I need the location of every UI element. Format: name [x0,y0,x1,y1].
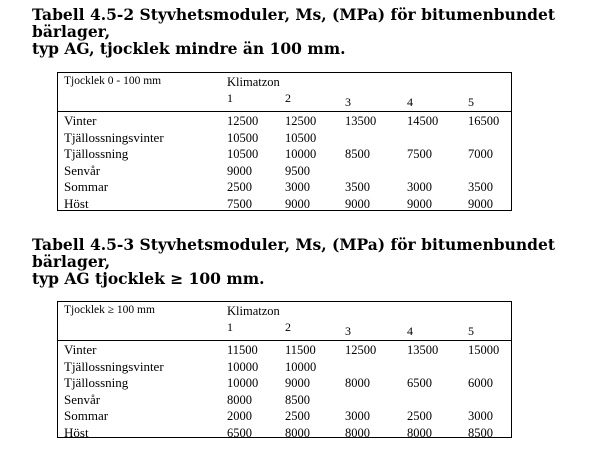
table-cell: 8000 [345,425,370,440]
table2-body [58,341,511,441]
table-row [58,146,511,163]
table-cell: 8000 [227,392,252,407]
table-row [58,359,511,376]
row-label: Sommar [64,179,109,194]
row-label: Senvår [64,391,101,407]
table-cell: 11500 [285,343,316,357]
table-cell: 10500 [285,130,317,145]
table-cell: 6500 [227,425,252,440]
table-cell: 10000 [227,359,259,374]
table1-zone-number: 5 [468,95,474,109]
table-row [58,130,511,147]
table-cell: 9000 [285,376,310,390]
table2-title-line: Tabell 4.5-3 Styvhetsmoduler, Ms, (MPa) för bitumenbundet [32,235,556,254]
table-row [58,408,511,425]
table-row [58,163,511,180]
table-cell: 10500 [227,130,259,145]
table-cell: 3000 [468,409,493,423]
table1-title-line: Tabell 4.5-2 Styvhetsmoduler, Ms, (MPa) för bitumenbundet [32,5,556,24]
table-cell: 8000 [407,425,432,440]
table-cell: 3000 [285,180,310,194]
table-cell: 8500 [468,425,493,440]
row-label: Tjällossning [64,146,129,161]
table1-zone-number: 1 [227,91,233,105]
table-cell: 13500 [407,343,439,357]
table-cell: 12500 [285,114,317,128]
table1-title-line: typ AG, tjocklek mindre än 100 mm. [32,39,346,58]
table-cell: 13500 [345,114,377,128]
table-cell: 9000 [227,163,252,178]
table-cell: 9000 [407,196,432,211]
row-label: Tjällossningsvinter [64,129,164,145]
row-label: Tjällossningsvinter [64,358,164,374]
table-cell: 10000 [227,376,259,390]
table1-zone-number: 3 [345,95,351,109]
row-label: Höst [64,424,89,440]
table-row [58,425,511,442]
table-cell: 3500 [345,180,370,194]
table2-zone-label: Klimatzon [227,304,280,318]
table-cell: 2500 [227,180,252,194]
table-cell: 7500 [407,147,432,161]
row-label: Höst [64,195,89,211]
table-cell: 2500 [285,409,310,423]
row-label: Tjällossning [64,375,129,390]
table-cell: 10000 [285,359,317,374]
table1 [57,72,512,211]
row-label: Sommar [64,408,109,423]
table-cell: 16500 [468,114,500,128]
table-cell: 10500 [227,147,259,161]
table-cell: 2500 [407,409,432,423]
table-row [58,196,511,213]
table1-header [58,73,511,112]
table2-corner-label: Tjocklek ≥ 100 mm [64,304,155,316]
table-cell: 3000 [407,180,432,194]
table-cell: 8500 [285,392,310,407]
table2-zone-number: 5 [468,324,474,338]
table-cell: 6000 [468,376,493,390]
table2-title-line: bärlager, [32,252,111,271]
table-cell: 9000 [285,196,310,211]
table1-zone-number: 4 [407,95,413,109]
table-cell: 12500 [227,114,259,128]
table1-title-line: bärlager, [32,22,111,41]
table-cell: 6500 [407,376,432,390]
table-row [58,179,511,196]
table-row [58,342,511,359]
table-row [58,375,511,392]
table1-corner-label: Tjocklek 0 - 100 mm [64,75,162,87]
table-cell: 14500 [407,114,439,128]
table-cell: 9500 [285,163,310,178]
table-cell: 9000 [468,196,493,211]
table-cell: 11500 [227,343,258,357]
table2-zone-number: 1 [227,320,233,334]
table2-header [58,302,511,341]
row-label: Vinter [64,342,97,357]
table1-title [32,6,555,57]
table-cell: 15000 [468,343,500,357]
table-cell: 8000 [345,376,370,390]
table-cell: 3000 [345,409,370,423]
table-cell: 2000 [227,409,252,423]
table-row [58,113,511,130]
table2-zone-number: 4 [407,324,413,338]
table-cell: 8000 [285,425,310,440]
table1-zone-number: 2 [285,91,291,105]
table-cell: 3500 [468,180,493,194]
table2-zone-number: 2 [285,320,291,334]
table2-title [32,236,555,287]
table-cell: 10000 [285,147,317,161]
table-cell: 8500 [345,147,370,161]
table-cell: 7000 [468,147,493,161]
table-row [58,392,511,409]
row-label: Vinter [64,113,97,128]
table-cell: 9000 [345,196,370,211]
table2-zone-number: 3 [345,324,351,338]
table2 [57,301,512,438]
table2-title-line: typ AG tjocklek ≥ 100 mm. [32,269,265,288]
table-cell: 12500 [345,343,377,357]
table1-zone-label: Klimatzon [227,75,280,89]
row-label: Senvår [64,162,101,178]
table1-body [58,112,511,212]
table-cell: 7500 [227,196,252,211]
